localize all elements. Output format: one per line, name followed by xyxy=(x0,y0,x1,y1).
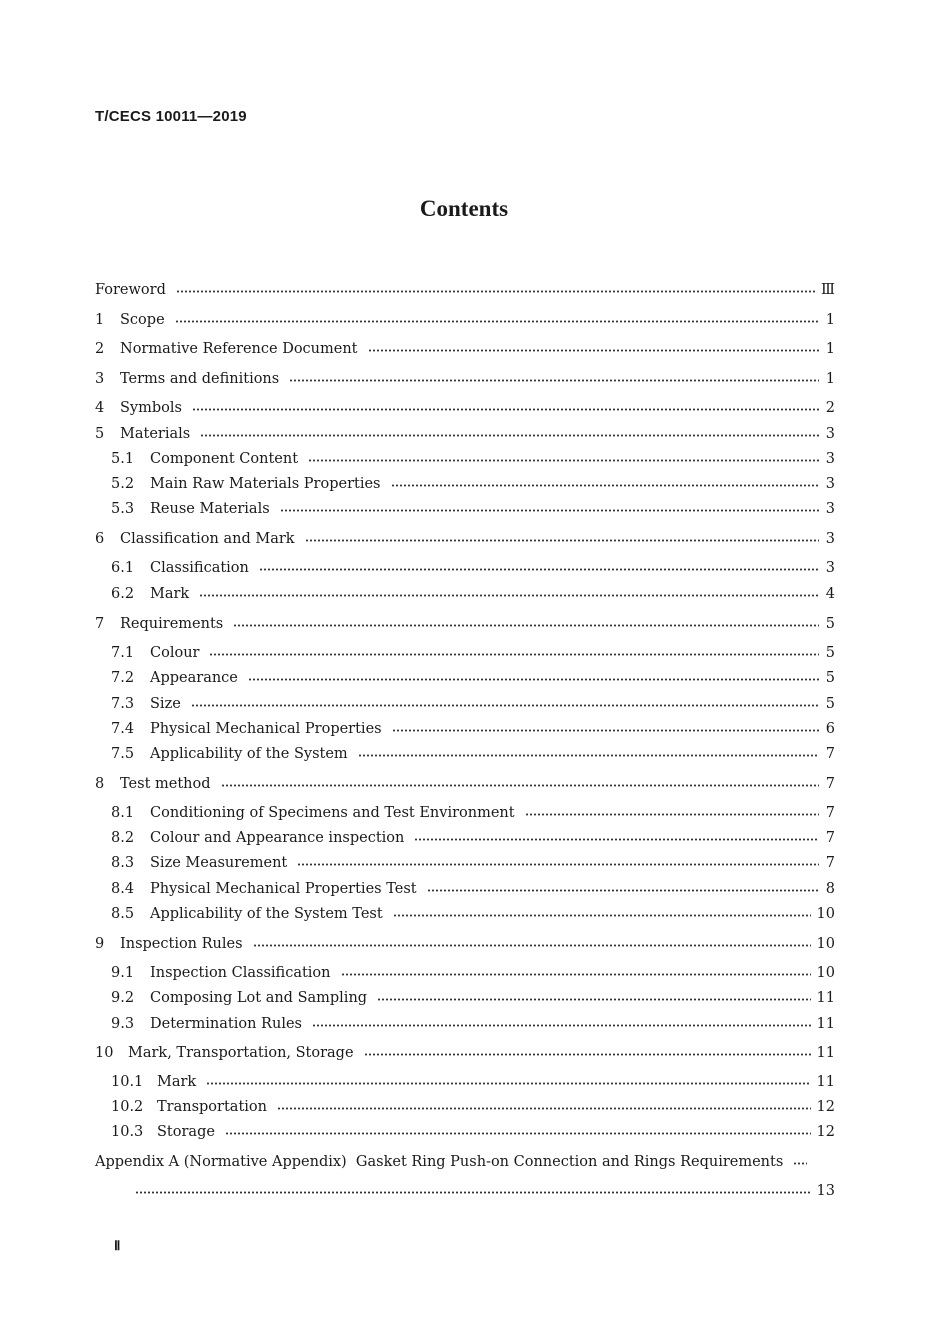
dot-leader xyxy=(358,754,819,757)
dot-leader xyxy=(297,863,819,866)
toc-entry[interactable] xyxy=(111,693,835,715)
page-number: 7 xyxy=(825,805,835,821)
page-number: 5 xyxy=(825,645,835,661)
toc-entry[interactable] xyxy=(111,987,835,1009)
dot-leader xyxy=(280,509,819,512)
section-number: 8.1 xyxy=(111,805,135,821)
section-number: 10.3 xyxy=(111,1124,144,1140)
page-number: 12 xyxy=(816,1124,835,1140)
section-title: Mark, Transportation, Storage xyxy=(128,1045,354,1061)
section-title: Component Content xyxy=(150,451,299,467)
toc-entry[interactable] xyxy=(111,448,835,470)
section-number: 5.1 xyxy=(111,451,135,467)
toc-entry[interactable] xyxy=(111,1071,835,1093)
page-number: 1 xyxy=(825,371,835,387)
section-number: 5.3 xyxy=(111,501,135,517)
toc-entry[interactable] xyxy=(111,557,835,579)
toc-entry[interactable] xyxy=(111,827,835,849)
page-number: 3 xyxy=(825,560,835,576)
toc-entry[interactable] xyxy=(111,498,835,520)
section-number: 4 xyxy=(95,400,105,416)
section-number: 7.5 xyxy=(111,746,135,762)
section-number: 7 xyxy=(95,616,105,632)
section-number: 9 xyxy=(95,936,105,952)
section-number: 6.1 xyxy=(111,560,135,576)
section-number: 8.5 xyxy=(111,906,135,922)
section-number: 8.2 xyxy=(111,830,135,846)
page-number: 3 xyxy=(825,426,835,442)
toc-entry-appendix-page xyxy=(135,1180,835,1202)
page-number: 3 xyxy=(825,476,835,492)
section-title: Physical Mechanical Properties Test xyxy=(150,881,417,897)
section-title: Size xyxy=(150,696,181,712)
section-number: 7.2 xyxy=(111,670,135,686)
section-title: Inspection Rules xyxy=(120,936,243,952)
dot-leader xyxy=(289,379,819,382)
page-number: 6 xyxy=(825,721,835,737)
section-number: 9.2 xyxy=(111,990,135,1006)
page-number: 10 xyxy=(816,906,835,922)
toc-entry[interactable] xyxy=(111,583,835,605)
page-number: 2 xyxy=(825,400,835,416)
section-number: 10.2 xyxy=(111,1099,144,1115)
page-number: 5 xyxy=(825,616,835,632)
page-number: 5 xyxy=(825,670,835,686)
dot-leader xyxy=(200,434,819,437)
section-title: Reuse Materials xyxy=(150,501,270,517)
page-number: 7 xyxy=(825,746,835,762)
page-number: 12 xyxy=(816,1099,835,1115)
dot-leader xyxy=(308,459,819,462)
section-number: 9.1 xyxy=(111,965,135,981)
toc-entry[interactable] xyxy=(111,903,835,925)
dot-leader xyxy=(364,1053,811,1056)
section-title: Classification and Mark xyxy=(120,531,295,547)
toc-entry[interactable] xyxy=(111,1013,835,1035)
page-number: Ⅱ xyxy=(114,1238,121,1253)
section-number: 5.2 xyxy=(111,476,135,492)
section-title: Applicability of the System Test xyxy=(150,906,383,922)
section-title: Mark xyxy=(150,586,190,602)
page-number: 8 xyxy=(825,881,835,897)
dot-leader xyxy=(341,973,811,976)
toc-entry-appendix[interactable] xyxy=(95,1151,835,1173)
section-title: Foreword xyxy=(95,282,166,298)
dot-leader xyxy=(793,1162,807,1165)
page-number: 3 xyxy=(825,531,835,547)
section-title: Transportation xyxy=(157,1099,267,1115)
section-title: Test method xyxy=(120,776,211,792)
section-number: 7.3 xyxy=(111,696,135,712)
dot-leader xyxy=(221,784,819,787)
section-number: 8.3 xyxy=(111,855,135,871)
section-number: 7.1 xyxy=(111,645,135,661)
toc-entry[interactable] xyxy=(95,368,835,390)
toc-entry[interactable] xyxy=(95,423,835,445)
page-number: 4 xyxy=(825,586,835,602)
section-title: Scope xyxy=(120,312,165,328)
section-number: 3 xyxy=(95,371,105,387)
toc-entry[interactable] xyxy=(111,667,835,689)
page-number: 5 xyxy=(825,696,835,712)
section-title: Materials xyxy=(120,426,191,442)
toc-entry[interactable] xyxy=(95,1042,835,1064)
dot-leader xyxy=(391,484,820,487)
section-title: Composing Lot and Sampling xyxy=(150,990,368,1006)
dot-leader xyxy=(305,539,819,542)
section-number: 9.3 xyxy=(111,1016,135,1032)
section-title: Appendix A (Normative Appendix) Gasket Ring Push-on Connection and Rings Requirements xyxy=(95,1154,784,1170)
document-code: T/CECS 10011—2019 xyxy=(95,108,247,125)
toc-entry[interactable] xyxy=(95,279,835,301)
toc-entry[interactable] xyxy=(95,773,835,795)
section-title: Symbols xyxy=(120,400,182,416)
dot-leader xyxy=(176,290,815,293)
dot-leader xyxy=(248,678,819,681)
section-title: Mark xyxy=(157,1074,197,1090)
dot-leader xyxy=(225,1132,811,1135)
section-title: Terms and definitions xyxy=(120,371,280,387)
section-number: 10.1 xyxy=(111,1074,144,1090)
page-number: 11 xyxy=(816,1045,835,1061)
toc-entry[interactable] xyxy=(95,933,835,955)
page-number: 3 xyxy=(825,451,835,467)
section-number: 2 xyxy=(95,341,105,357)
section-number: 1 xyxy=(95,312,105,328)
section-title: Main Raw Materials Properties xyxy=(150,476,381,492)
dot-leader xyxy=(525,813,819,816)
toc-entry[interactable] xyxy=(95,397,835,419)
page-number: 11 xyxy=(816,1074,835,1090)
page-number: 13 xyxy=(816,1183,835,1199)
dot-leader xyxy=(392,729,819,732)
page-number: 1 xyxy=(825,341,835,357)
dot-leader xyxy=(135,1191,811,1194)
section-title: Conditioning of Specimens and Test Environment xyxy=(150,805,515,821)
dot-leader xyxy=(175,320,819,323)
section-title: Normative Reference Document xyxy=(120,341,358,357)
page-title: Contents xyxy=(419,196,509,221)
section-number: 6 xyxy=(95,531,105,547)
section-number: 5 xyxy=(95,426,105,442)
toc-entry[interactable] xyxy=(111,802,835,824)
dot-leader xyxy=(393,914,811,917)
section-title: Inspection Classification xyxy=(150,965,331,981)
page-number: 3 xyxy=(825,501,835,517)
section-title: Determination Rules xyxy=(150,1016,302,1032)
toc-entry[interactable] xyxy=(111,743,835,765)
section-title: Physical Mechanical Properties xyxy=(150,721,382,737)
dot-leader xyxy=(233,624,819,627)
dot-leader xyxy=(192,408,819,411)
page-number: 1 xyxy=(825,312,835,328)
dot-leader xyxy=(209,653,819,656)
dot-leader xyxy=(253,944,811,947)
dot-leader xyxy=(277,1107,811,1110)
dot-leader xyxy=(191,704,819,707)
dot-leader xyxy=(259,568,819,571)
page-number: 11 xyxy=(816,1016,835,1032)
dot-leader xyxy=(368,349,819,352)
toc-entry[interactable] xyxy=(95,338,835,360)
dot-leader xyxy=(206,1082,810,1085)
section-number: 7.4 xyxy=(111,721,135,737)
section-number: 8.4 xyxy=(111,881,135,897)
section-number: 6.2 xyxy=(111,586,135,602)
toc-entry[interactable] xyxy=(95,309,835,331)
section-title: Size Measurement xyxy=(150,855,288,871)
dot-leader xyxy=(427,889,819,892)
toc-entry[interactable] xyxy=(111,718,835,740)
toc-entry[interactable] xyxy=(111,1096,835,1118)
toc-entry[interactable] xyxy=(95,613,835,635)
toc-entry[interactable] xyxy=(111,1121,835,1143)
section-title: Classification xyxy=(150,560,249,576)
page-number: 7 xyxy=(825,830,835,846)
section-title: Applicability of the System xyxy=(150,746,348,762)
toc-entry[interactable] xyxy=(111,642,835,664)
page-number: 7 xyxy=(825,776,835,792)
section-title: Colour xyxy=(150,645,200,661)
section-number: 8 xyxy=(95,776,105,792)
section-title: Storage xyxy=(157,1124,215,1140)
section-title: Colour and Appearance inspection xyxy=(150,830,405,846)
section-title: Requirements xyxy=(120,616,224,632)
dot-leader xyxy=(312,1024,811,1027)
page-number: 11 xyxy=(816,990,835,1006)
dot-leader xyxy=(414,838,819,841)
toc-entry[interactable] xyxy=(111,852,835,874)
section-number: 10 xyxy=(95,1045,114,1061)
toc-entry[interactable] xyxy=(95,528,835,550)
page-number: 7 xyxy=(825,855,835,871)
page-number: 10 xyxy=(816,965,835,981)
toc-entry[interactable] xyxy=(111,473,835,495)
page-number: Ⅲ xyxy=(821,282,835,298)
page-number: 10 xyxy=(816,936,835,952)
dot-leader xyxy=(377,998,810,1001)
dot-leader xyxy=(199,594,819,597)
section-title: Appearance xyxy=(150,670,238,686)
toc-entry[interactable] xyxy=(111,878,835,900)
toc-entry[interactable] xyxy=(111,962,835,984)
